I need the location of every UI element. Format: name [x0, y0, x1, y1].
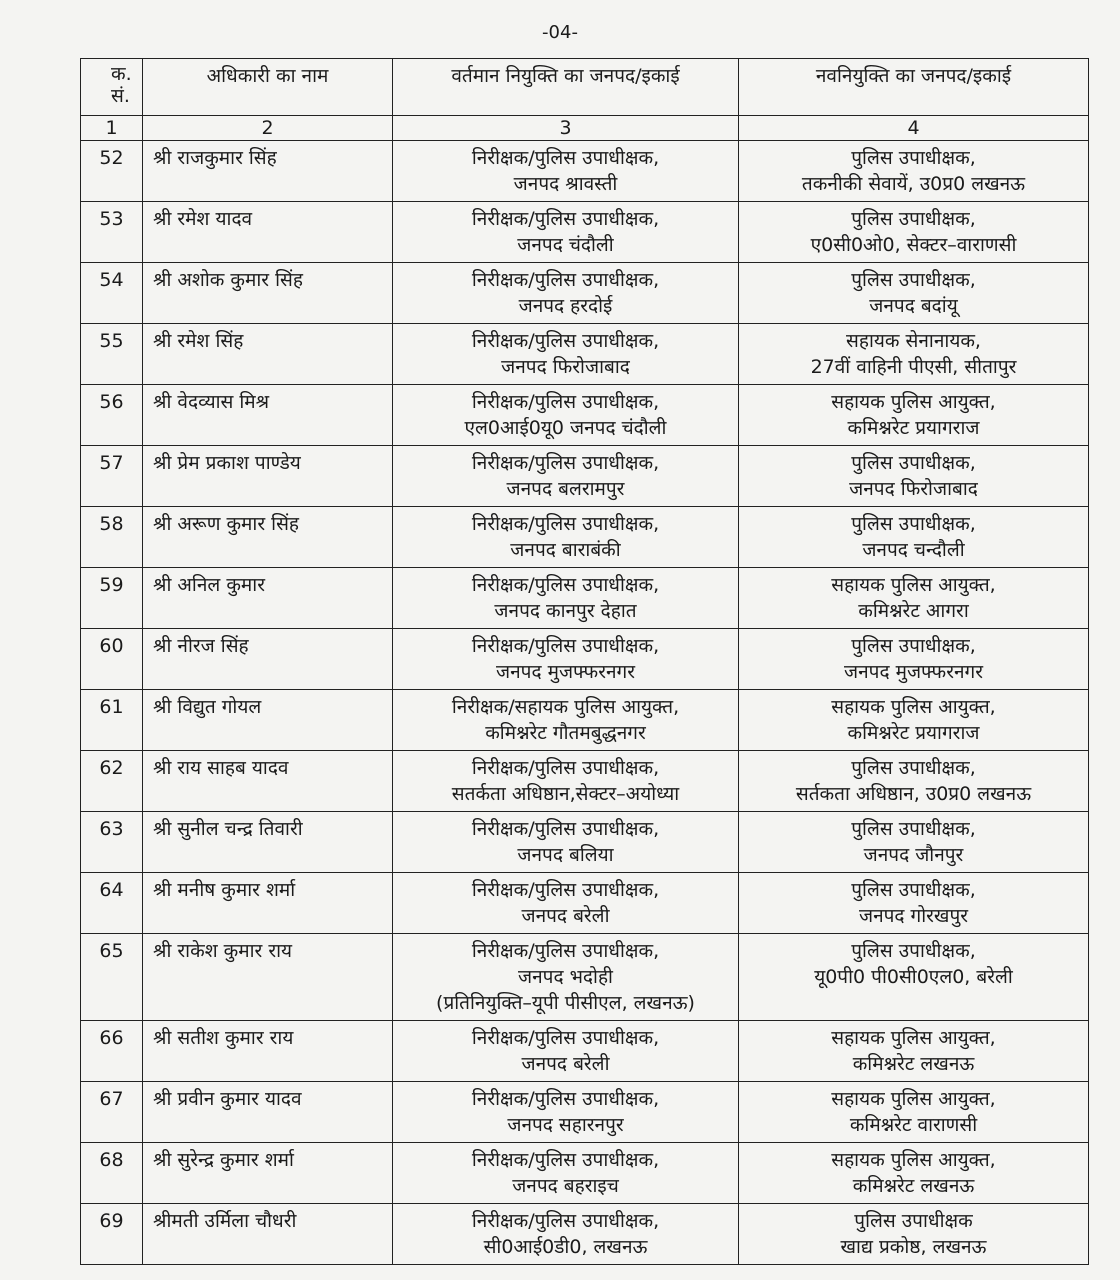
officer-name-cell: श्री अरूण कुमार सिंह	[143, 507, 393, 568]
officer-name-cell: श्री रमेश यादव	[143, 202, 393, 263]
new-posting-cell	[739, 690, 1089, 751]
new-posting-cell	[739, 873, 1089, 934]
table-row	[81, 629, 1089, 690]
current-posting-line: जनपद बलिया	[517, 844, 614, 866]
officer-name-cell: श्री सुनील चन्द्र तिवारी	[143, 812, 393, 873]
new-posting-line: पुलिस उपाधीक्षक,	[851, 879, 976, 901]
new-posting-line: पुलिस उपाधीक्षक,	[851, 757, 976, 779]
current-posting-line: जनपद सहारनपुर	[507, 1114, 624, 1136]
officer-name-cell: श्री राजकुमार सिंह	[143, 141, 393, 202]
serial-number-cell: 69	[81, 1204, 143, 1265]
new-posting-cell	[739, 812, 1089, 873]
current-posting-line: निरीक्षक/पुलिस उपाधीक्षक,	[471, 1149, 660, 1171]
serial-number-cell: 57	[81, 446, 143, 507]
current-posting-line: निरीक्षक/पुलिस उपाधीक्षक,	[471, 818, 660, 840]
new-posting-line: पुलिस उपाधीक्षक	[854, 1210, 973, 1232]
officer-name-cell: श्री रमेश सिंह	[143, 324, 393, 385]
current-posting-line: जनपद बहराइच	[512, 1175, 619, 1197]
new-posting-line: जनपद मुजफ्फरनगर	[844, 661, 983, 683]
table-row	[81, 202, 1089, 263]
current-posting-cell	[393, 1021, 739, 1082]
new-posting-line: जनपद फिरोजाबाद	[849, 478, 978, 500]
current-posting-line: निरीक्षक/पुलिस उपाधीक्षक,	[471, 208, 660, 230]
new-posting-line: खाद्य प्रकोष्ठ, लखनऊ	[840, 1236, 987, 1258]
new-posting-line: जनपद बदांयू	[869, 295, 958, 317]
new-posting-line: सहायक पुलिस आयुक्त,	[831, 1088, 996, 1110]
column-number: 3	[393, 116, 739, 141]
new-posting-line: कमिश्नरेट आगरा	[858, 600, 969, 622]
new-posting-cell	[739, 1021, 1089, 1082]
new-posting-line: कमिश्नरेट प्रयागराज	[847, 417, 980, 439]
new-posting-line: सहायक पुलिस आयुक्त,	[831, 1027, 996, 1049]
serial-number-cell: 67	[81, 1082, 143, 1143]
serial-number-cell: 66	[81, 1021, 143, 1082]
current-posting-line: जनपद फिरोजाबाद	[501, 356, 630, 378]
new-posting-line: पुलिस उपाधीक्षक,	[851, 452, 976, 474]
current-posting-line: निरीक्षक/पुलिस उपाधीक्षक,	[471, 879, 660, 901]
new-posting-line: तकनीकी सेवायें, उ0प्र0 लखनऊ	[801, 173, 1026, 195]
serial-number-cell: 54	[81, 263, 143, 324]
officer-name-cell: श्री नीरज सिंह	[143, 629, 393, 690]
new-posting-cell	[739, 751, 1089, 812]
new-posting-line: कमिश्नरेट प्रयागराज	[847, 722, 980, 744]
current-posting-cell	[393, 141, 739, 202]
current-posting-line: जनपद चंदौली	[517, 234, 614, 256]
current-posting-line: निरीक्षक/पुलिस उपाधीक्षक,	[471, 757, 660, 779]
table-row	[81, 1082, 1089, 1143]
current-posting-line: जनपद कानपुर देहात	[494, 600, 637, 622]
officer-name-cell: श्री प्रवीन कुमार यादव	[143, 1082, 393, 1143]
new-posting-cell	[739, 385, 1089, 446]
new-posting-cell	[739, 446, 1089, 507]
new-posting-line: कमिश्नरेट लखनऊ	[852, 1053, 975, 1075]
header-current-posting: वर्तमान नियुक्ति का जनपद/इकाई	[393, 59, 739, 116]
header-serial: क. सं.	[81, 59, 143, 116]
table-row	[81, 812, 1089, 873]
officer-name-cell: श्री सुरेन्द्र कुमार शर्मा	[143, 1143, 393, 1204]
current-posting-cell	[393, 507, 739, 568]
column-number: 2	[143, 116, 393, 141]
transfer-table	[80, 58, 1089, 1265]
current-posting-line: कमिश्नरेट गौतमबुद्धनगर	[485, 722, 646, 744]
serial-number-cell: 58	[81, 507, 143, 568]
current-posting-line: निरीक्षक/पुलिस उपाधीक्षक,	[471, 1088, 660, 1110]
new-posting-cell	[739, 202, 1089, 263]
new-posting-line: जनपद जौनपुर	[863, 844, 964, 866]
new-posting-line: सहायक पुलिस आयुक्त,	[831, 1149, 996, 1171]
new-posting-line: सहायक पुलिस आयुक्त,	[831, 391, 996, 413]
new-posting-line: सहायक पुलिस आयुक्त,	[831, 574, 996, 596]
new-posting-cell	[739, 507, 1089, 568]
serial-number-cell: 52	[81, 141, 143, 202]
new-posting-cell	[739, 324, 1089, 385]
current-posting-line: जनपद श्रावस्ती	[513, 173, 618, 195]
officer-name-cell: श्री सतीश कुमार राय	[143, 1021, 393, 1082]
officer-name-cell: श्री राकेश कुमार राय	[143, 934, 393, 1021]
new-posting-line: पुलिस उपाधीक्षक,	[851, 269, 976, 291]
current-posting-cell	[393, 751, 739, 812]
new-posting-line: सहायक पुलिस आयुक्त,	[831, 696, 996, 718]
current-posting-cell	[393, 385, 739, 446]
table-row	[81, 446, 1089, 507]
current-posting-line: जनपद बलरामपुर	[506, 478, 625, 500]
table-row	[81, 141, 1089, 202]
serial-number-cell: 65	[81, 934, 143, 1021]
current-posting-cell	[393, 263, 739, 324]
new-posting-cell	[739, 263, 1089, 324]
current-posting-cell	[393, 568, 739, 629]
current-posting-cell	[393, 1204, 739, 1265]
current-posting-line: सतर्कता अधिष्ठान,सेक्टर–अयोध्या	[451, 783, 680, 805]
new-posting-line: जनपद चन्दौली	[862, 539, 965, 561]
officer-name-cell: श्री मनीष कुमार शर्मा	[143, 873, 393, 934]
table-row	[81, 1021, 1089, 1082]
new-posting-line: कमिश्नरेट वाराणसी	[849, 1114, 978, 1136]
table-row	[81, 324, 1089, 385]
current-posting-line: जनपद बरेली	[521, 905, 610, 927]
current-posting-line: जनपद मुजफ्फरनगर	[496, 661, 635, 683]
new-posting-cell	[739, 1204, 1089, 1265]
officer-name-cell: श्री अनिल कुमार	[143, 568, 393, 629]
officer-name-cell: श्री वेदव्यास मिश्र	[143, 385, 393, 446]
table-row	[81, 385, 1089, 446]
serial-number-cell: 63	[81, 812, 143, 873]
current-posting-cell	[393, 812, 739, 873]
new-posting-line: पुलिस उपाधीक्षक,	[851, 818, 976, 840]
current-posting-cell	[393, 446, 739, 507]
column-number-row	[81, 116, 1089, 141]
current-posting-line: जनपद हरदोई	[518, 295, 613, 317]
current-posting-line: निरीक्षक/पुलिस उपाधीक्षक,	[471, 269, 660, 291]
current-posting-line: निरीक्षक/पुलिस उपाधीक्षक,	[471, 574, 660, 596]
new-posting-line: सहायक सेनानायक,	[846, 330, 981, 352]
serial-number-cell: 61	[81, 690, 143, 751]
new-posting-cell	[739, 141, 1089, 202]
header-officer-name: अधिकारी का नाम	[143, 59, 393, 116]
current-posting-cell	[393, 690, 739, 751]
header-new-posting: नवनियुक्ति का जनपद/इकाई	[739, 59, 1089, 116]
header-row	[81, 59, 1089, 116]
new-posting-line: पुलिस उपाधीक्षक,	[851, 147, 976, 169]
page-number: -04-	[542, 22, 578, 43]
table-row	[81, 873, 1089, 934]
serial-number-cell: 60	[81, 629, 143, 690]
new-posting-line: जनपद गोरखपुर	[858, 905, 969, 927]
current-posting-line: निरीक्षक/पुलिस उपाधीक्षक,	[471, 635, 660, 657]
new-posting-line: कमिश्नरेट लखनऊ	[852, 1175, 975, 1197]
new-posting-line: पुलिस उपाधीक्षक,	[851, 208, 976, 230]
new-posting-cell	[739, 1082, 1089, 1143]
current-posting-line: निरीक्षक/सहायक पुलिस आयुक्त,	[451, 696, 680, 718]
serial-number-cell: 56	[81, 385, 143, 446]
current-posting-line: निरीक्षक/पुलिस उपाधीक्षक,	[471, 513, 660, 535]
table-row	[81, 263, 1089, 324]
serial-number-cell: 64	[81, 873, 143, 934]
officer-name-cell: श्री प्रेम प्रकाश पाण्डेय	[143, 446, 393, 507]
serial-number-cell: 68	[81, 1143, 143, 1204]
current-posting-line: निरीक्षक/पुलिस उपाधीक्षक,	[471, 1210, 660, 1232]
current-posting-line: निरीक्षक/पुलिस उपाधीक्षक,	[471, 1027, 660, 1049]
current-posting-cell	[393, 1143, 739, 1204]
officer-name-cell: श्री विद्युत गोयल	[143, 690, 393, 751]
table-body	[81, 116, 1089, 1265]
column-number: 4	[739, 116, 1089, 141]
table-row	[81, 1204, 1089, 1265]
new-posting-cell	[739, 629, 1089, 690]
current-posting-cell	[393, 202, 739, 263]
current-posting-line: जनपद भदोही	[518, 966, 613, 988]
current-posting-line: निरीक्षक/पुलिस उपाधीक्षक,	[471, 391, 660, 413]
table-row	[81, 751, 1089, 812]
new-posting-line: यू0पी0 पी0सी0एल0, बरेली	[814, 966, 1013, 988]
current-posting-line: निरीक्षक/पुलिस उपाधीक्षक,	[471, 940, 660, 962]
new-posting-line: सर्तकता अधिष्ठान, उ0प्र0 लखनऊ	[795, 783, 1032, 805]
current-posting-cell	[393, 324, 739, 385]
table-row	[81, 690, 1089, 751]
serial-number-cell: 55	[81, 324, 143, 385]
new-posting-line: पुलिस उपाधीक्षक,	[851, 940, 976, 962]
table-row	[81, 507, 1089, 568]
current-posting-cell	[393, 629, 739, 690]
column-number: 1	[81, 116, 143, 141]
current-posting-line: निरीक्षक/पुलिस उपाधीक्षक,	[471, 147, 660, 169]
current-posting-cell	[393, 873, 739, 934]
current-posting-line: जनपद बरेली	[521, 1053, 610, 1075]
new-posting-line: ए0सी0ओ0, सेक्टर–वाराणसी	[810, 234, 1017, 256]
new-posting-cell	[739, 568, 1089, 629]
new-posting-line: पुलिस उपाधीक्षक,	[851, 635, 976, 657]
current-posting-line: निरीक्षक/पुलिस उपाधीक्षक,	[471, 452, 660, 474]
new-posting-cell	[739, 1143, 1089, 1204]
current-posting-cell	[393, 934, 739, 1021]
officer-name-cell: श्री राय साहब यादव	[143, 751, 393, 812]
officer-name-cell: श्री अशोक कुमार सिंह	[143, 263, 393, 324]
current-posting-cell	[393, 1082, 739, 1143]
new-posting-line: 27वीं वाहिनी पीएसी, सीतापुर	[810, 356, 1017, 378]
table-row	[81, 934, 1089, 1021]
new-posting-cell	[739, 934, 1089, 1021]
current-posting-line: जनपद बाराबंकी	[510, 539, 621, 561]
new-posting-line: पुलिस उपाधीक्षक,	[851, 513, 976, 535]
current-posting-line: निरीक्षक/पुलिस उपाधीक्षक,	[471, 330, 660, 352]
current-posting-line: सी0आई0डी0, लखनऊ	[483, 1236, 648, 1258]
current-posting-line: (प्रतिनियुक्ति–यूपी पीसीएल, लखनऊ)	[436, 992, 695, 1014]
table-row	[81, 568, 1089, 629]
current-posting-line: एल0आई0यू0 जनपद चंदौली	[464, 417, 667, 439]
serial-number-cell: 62	[81, 751, 143, 812]
serial-number-cell: 59	[81, 568, 143, 629]
officer-name-cell: श्रीमती उर्मिला चौधरी	[143, 1204, 393, 1265]
table-row	[81, 1143, 1089, 1204]
serial-number-cell: 53	[81, 202, 143, 263]
